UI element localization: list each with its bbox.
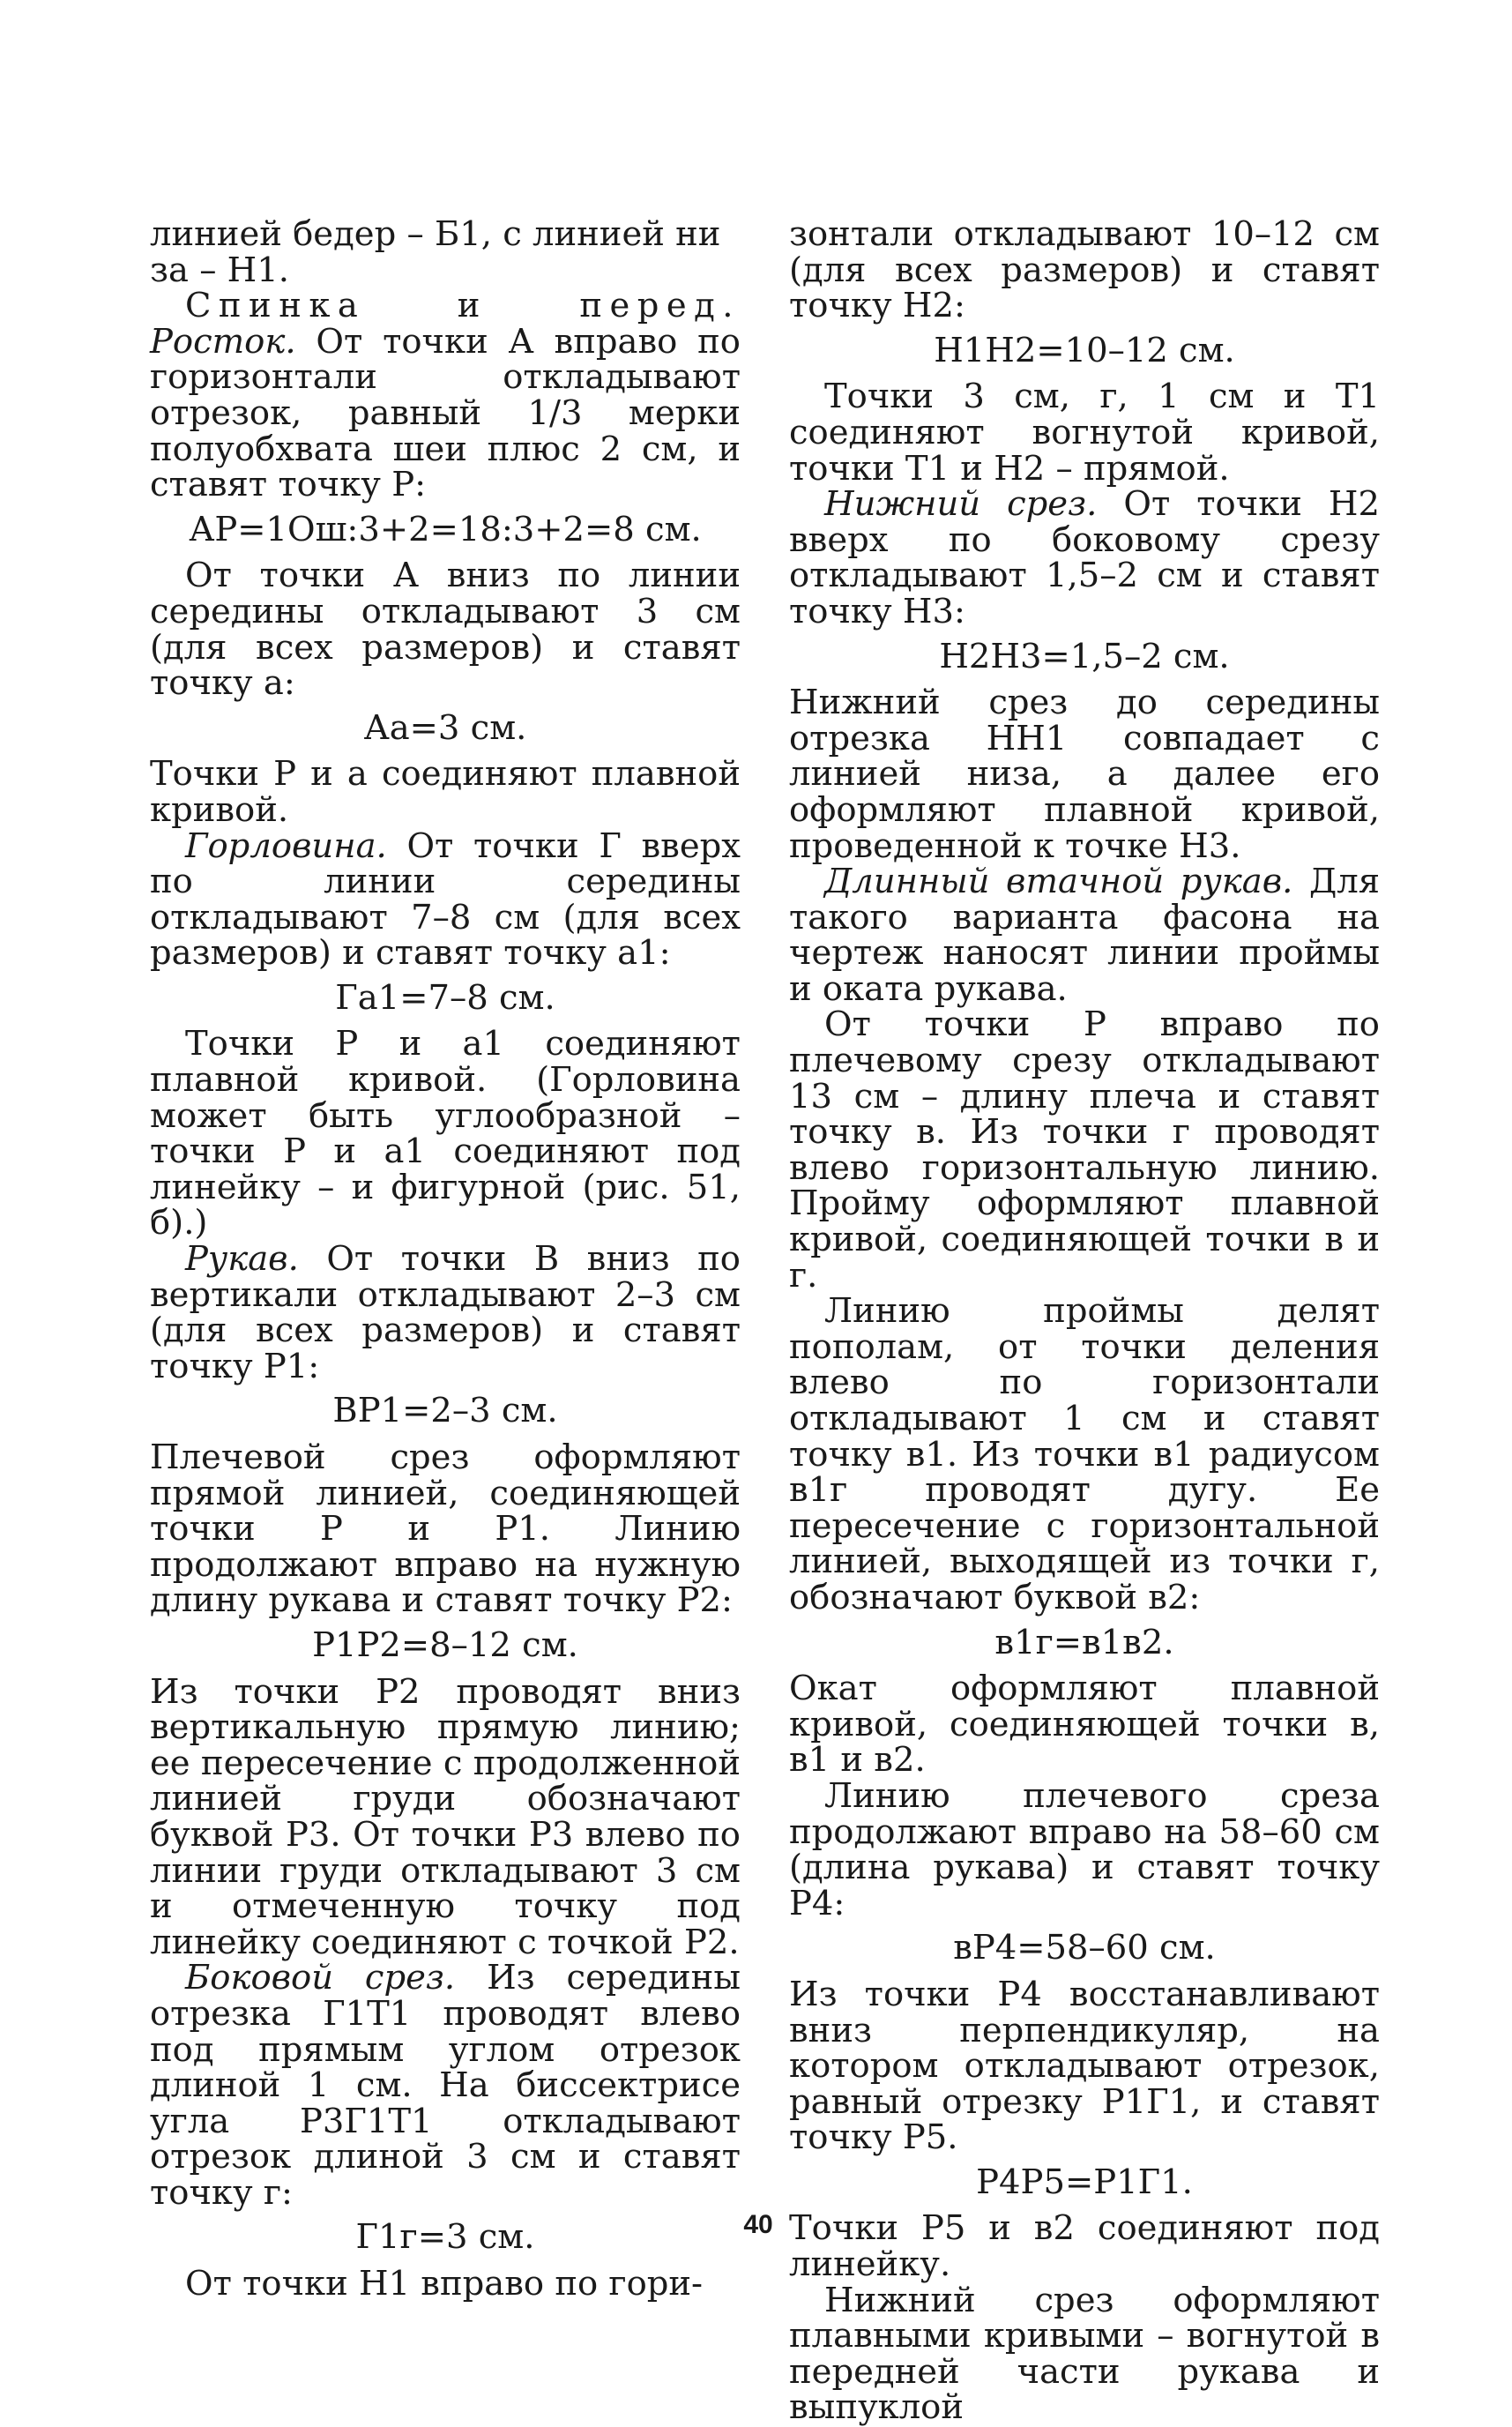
- subsection-heading: Боковой срез.: [185, 1958, 456, 1998]
- text-line: линией бедер – Б1, с линией ни: [150, 214, 721, 254]
- formula: АР=1Ош:3+2=18:3+2=8 см.: [189, 509, 702, 549]
- paragraph: зонтали откладывают 10–12 см (для всех размеров) и ставят точку Н2:: [789, 214, 1380, 326]
- subsection-heading: Рукав.: [185, 1239, 299, 1280]
- formula: в1г=в1в2.: [994, 1622, 1174, 1662]
- formula: ВР1=2–3 см.: [332, 1391, 558, 1431]
- paragraph-text: От точки В вниз по вертикали откладывают 2–3 см (для всех размеров) и ставят точку Р1:: [150, 1239, 741, 1386]
- paragraph-text: От точки А вправо по горизонтали откладывают отрезок, равный 1/3 мерки полуобхвата шеи плюс 2 см, и ставят точку Р:: [150, 321, 741, 505]
- paragraph-text: От точки Г вверх по линии середины откладывают 7–8 см (для всех размеров) и ставят точку а1:: [150, 825, 741, 974]
- subsection-heading: Горловина.: [185, 825, 387, 866]
- paragraph: Из точки Р4 восстанавливают вниз перпендикуляр, на котором откладывают отрезок, равный отрезку Р1Г1, и ставят точку Р5.: [789, 1974, 1380, 2158]
- paragraph: Окат оформляют плавной кривой, соединяющей точки в, в1 и в2.: [789, 1669, 1380, 1781]
- paragraph: [789, 484, 1380, 631]
- paragraph: Плечевой срез оформляют прямой линией, соединяющей точки Р и Р1. Линию продолжают вправо на нужную длину рукава и ставят точку Р2:: [150, 1438, 741, 1621]
- paragraph: Нижний срез оформляют плавными кривыми – вогнутой в передней части рукава и выпуклой: [789, 2280, 1380, 2427]
- page-number: 40: [743, 2210, 773, 2239]
- paragraph: [150, 288, 741, 504]
- formula: Р4Р5=Р1Г1.: [976, 2162, 1193, 2202]
- paragraph: [150, 214, 741, 290]
- paragraph: Точки Р и а соединяют плавной кривой.: [150, 754, 741, 830]
- paragraph: Нижний срез до середины отрезка НН1 совпадает с линией низа, а далее его оформляют плавной кривой, проведенной к точке Н3.: [789, 683, 1380, 866]
- paragraph: Точки 3 см, г, 1 см и Т1 соединяют вогнутой кривой, точки Т1 и Н2 – прямой.: [789, 377, 1380, 489]
- subsection-heading: Длинный втачной рукав.: [824, 862, 1293, 902]
- paragraph: [789, 864, 1380, 1007]
- paragraph: [150, 1239, 741, 1386]
- paragraph: [150, 825, 741, 974]
- paragraph: От точки Н1 вправо по гори-: [185, 2264, 704, 2304]
- paragraph: Линию плечевого среза продолжают вправо на 58–60 см (длина рукава) и ставят точку Р4:: [789, 1775, 1380, 1923]
- section-heading: Спинка и перед.: [185, 286, 741, 326]
- formula: Н2Н3=1,5–2 см.: [939, 636, 1230, 676]
- formula: Р1Р2=8–12 см.: [312, 1624, 578, 1665]
- formula: вР4=58–60 см.: [953, 1928, 1216, 1968]
- paragraph: От точки А вниз по линии середины откладывают 3 см (для всех размеров) и ставят точку а:: [150, 556, 741, 704]
- right-column: [789, 214, 1380, 2427]
- paragraph-text: От точки Н2 вверх по боковому срезу откладывают 1,5–2 см и ставят точку Н3:: [789, 484, 1380, 631]
- formula: Г1г=3 см.: [355, 2217, 535, 2258]
- subsection-heading: Росток.: [150, 321, 296, 362]
- paragraph: Из точки Р2 проводят вниз вертикальную прямую линию; ее пересечение с продолженной линией груди обозначают буквой Р3. От точки Р3 влево по линии груди откладывают 3 см и отмеченную точку под линейку соединяют с точкой Р2.: [150, 1671, 741, 1962]
- subsection-heading: Нижний срез.: [824, 484, 1098, 525]
- formula: Га1=7–8 см.: [335, 977, 555, 1018]
- paragraph: Линию проймы делят пополам, от точки деления влево по горизонтали откладывают 1 см и ставят точку в1. Из точки в1 радиусом в1г проводят дугу. Ее пересечение с горизонтальной линией, выходящей из точки г, обозначают буквой в2:: [789, 1291, 1380, 1617]
- paragraph: Точки Р5 и в2 соединяют под линейку.: [789, 2208, 1380, 2285]
- paragraph-text: Из середины отрезка Г1Т1 проводят влево под прямым углом отрезок длиной 1 см. На биссектрисе угла Р3Г1Т1 откладывают отрезок длиной 3 см и ставят точку г:: [150, 1958, 741, 2213]
- paragraph: Точки Р и а1 соединяют плавной кривой. (Горловина может быть углообразной – точки Р и а1 соединяют под линейку – и фигурной (рис. 51, б).): [150, 1024, 741, 1243]
- paragraph-text: Для такого варианта фасона на чертеж наносят линии проймы и оката рукава.: [789, 862, 1380, 1009]
- text-line: за – Н1.: [150, 250, 289, 290]
- paragraph: [150, 1960, 741, 2211]
- left-column: [150, 214, 741, 2304]
- paragraph: От точки Р вправо по плечевому срезу откладывают 13 см – длину плеча и ставят точку в. Из точки г проводят влево горизонтальную линию. Пройму оформляют плавной кривой, соединяющей точки в и г.: [789, 1004, 1380, 1296]
- formula: Н1Н2=10–12 см.: [934, 330, 1235, 370]
- formula: Аа=3 см.: [363, 707, 527, 748]
